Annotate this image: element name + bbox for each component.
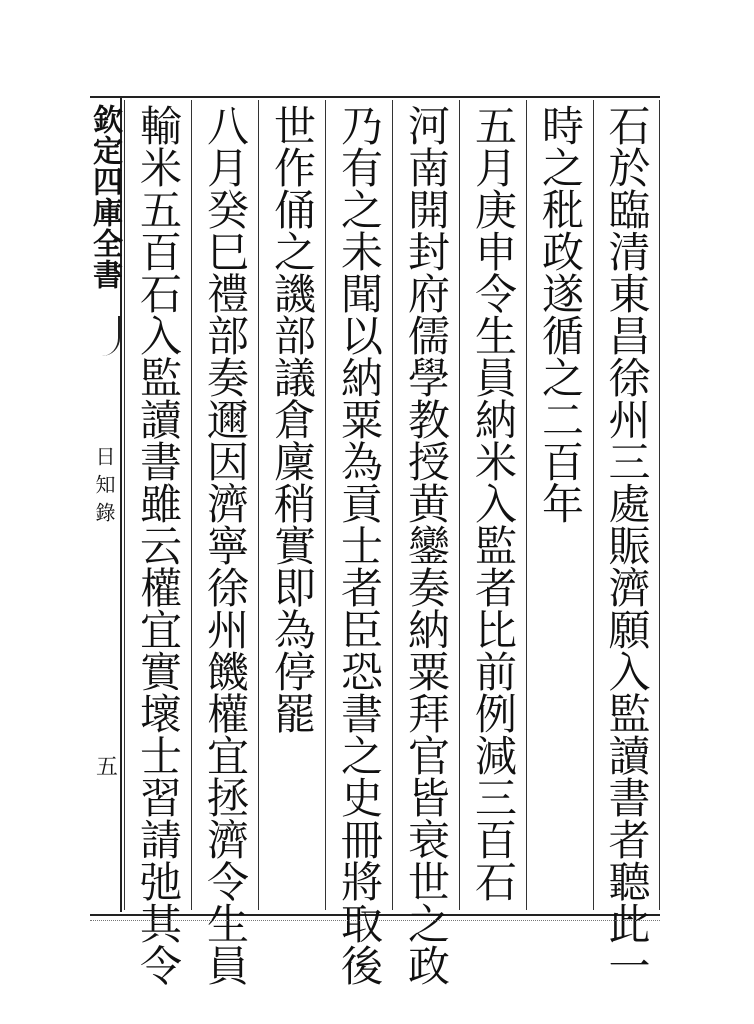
text-column (325, 100, 392, 986)
page-number: 五 (96, 755, 119, 780)
book-title: 日知錄 (92, 446, 116, 530)
column-text: 世作俑之譏部議倉廩稍實即為停罷 (268, 104, 317, 734)
column-text: 八月癸巳禮部奏邇因濟寧徐州饑權宜拯濟令生員 (201, 104, 250, 986)
text-column (124, 100, 191, 986)
text-column (191, 100, 258, 986)
fishtail-mark (88, 316, 120, 356)
column-text: 時之秕政遂循之二百年 (536, 104, 585, 524)
column-text: 乃有之未聞以納粟為貢士者臣恐書之史冊將取後 (335, 104, 384, 986)
column-text: 五月庚申令生員納米入監者比前例減三百石 (469, 104, 518, 902)
text-column (392, 100, 459, 986)
text-column (258, 100, 325, 910)
text-body (121, 100, 660, 986)
column-text: 河南開封府儒學教授黄鑾奏納粟拜官皆衰世之政 (402, 104, 451, 986)
column-text: 石於臨清東昌徐州三處賑濟願入監讀書者聽此一 (602, 104, 652, 986)
text-column (459, 100, 526, 910)
column-text: 輸米五百石入監讀書雖云權宜實壞士習請弛其令 (134, 104, 183, 986)
footer-rule (90, 920, 660, 921)
collection-title: 欽定四庫全書 (87, 104, 122, 290)
text-column (593, 100, 660, 986)
text-column (526, 100, 593, 910)
